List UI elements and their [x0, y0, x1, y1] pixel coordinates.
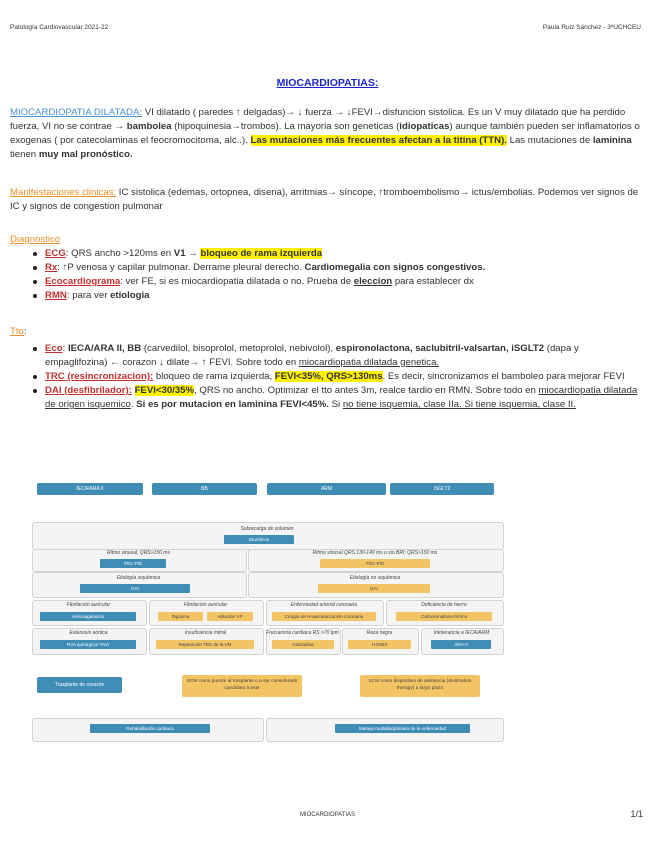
isq-caption: Enfermedad arterial coronaria — [290, 602, 358, 608]
tto-eco-underline: miocardiopatia dilatada genetica. — [298, 357, 440, 368]
top-bar-isglt2: iSGLT2 — [390, 483, 494, 495]
digoxina-button: Digoxina — [158, 612, 203, 621]
header-left: Patología Cardiovascular 2021-22 — [10, 24, 109, 31]
ecg-bold: V1 — [173, 248, 186, 259]
trc-text-2: . Es decir, sincronizamos el bamboleo para mejorar FEVI — [382, 371, 625, 382]
tto-eco-label: Eco — [45, 343, 63, 354]
dilatada-paragraph — [10, 106, 642, 162]
page-number: 1/1 — [630, 809, 643, 819]
dai-button-2: DAI — [318, 584, 430, 593]
ivabradina-button: Ivabradina — [272, 640, 334, 649]
tto-dai-item — [10, 384, 642, 412]
fa2-caption: Fibrilación auricular — [183, 602, 228, 608]
dilatada-bold-3: laminina — [592, 135, 632, 146]
tto-eco-bold-2: espironolactona, saclubitril-valsartan, iSGLT2 — [335, 343, 545, 354]
eco-underline: eleccion — [353, 276, 393, 287]
raza-caption: Raza negra — [366, 630, 393, 636]
tto-section — [10, 325, 642, 412]
hdinis-button: H-DNIS — [348, 640, 411, 649]
intol-caption: Intolerancia a IECA/ARM — [433, 630, 490, 636]
dilatada-bold-4: muy mal pronóstico. — [38, 149, 133, 160]
manifestaciones-text: IC sistolica (edemas, ortopnea, disena), arritmias→ síncope, ↑tromboembolismo→ ictus/embolias. Podemos ver signos de IC y signos de congestion pulmonar — [10, 187, 639, 212]
eco-text-1: : ver FE, si es miocardiopatia dilatada o no. Prueba de — [120, 276, 354, 287]
manifestaciones-paragraph — [10, 186, 642, 214]
rx-label: Rx — [45, 262, 58, 273]
tto-colon: : — [23, 326, 27, 337]
top-bar-arm: ARM — [267, 483, 386, 495]
tavi-button: RVA quirúrgico/ TAVI — [40, 640, 136, 649]
diagnostico-rmn-item — [10, 289, 642, 303]
tto-eco-text-2: (dapa y empaglifozina) ← corazon ↓ dilate→ ↑ FEVI. Sobre todo en — [45, 343, 579, 368]
trc-highlight: FEVI<35%, QRS>130ms — [274, 371, 383, 382]
diagnostico-section — [10, 233, 642, 303]
dai-button-1: DAI — [80, 584, 190, 593]
sobrecarga-caption: Sobrecarga de volumen — [240, 526, 294, 532]
eco-text-2: para establecer dx — [392, 276, 474, 287]
ritmo-caption: Ritmo sinusal; QRS>150 ms — [107, 550, 170, 556]
diagnostico-ecg-item — [10, 247, 642, 261]
ecg-highlight: bloqueo de rama izquierda — [200, 248, 323, 259]
rmn-text: : para ver — [66, 290, 111, 301]
dai-highlight: FEVI<30/35% — [134, 385, 195, 396]
dilatada-text-5: tienen — [10, 149, 39, 160]
fa-caption: Fibrilación auricular — [66, 602, 111, 608]
etiol-noisq-caption: Etiología no isquémica — [349, 575, 401, 581]
tto-label: Tto — [10, 326, 24, 337]
diureticos-button: Diuréticos — [224, 535, 294, 544]
dilatada-label: MIOCARDIOPATIA DILATADA: — [10, 107, 143, 118]
tto-eco-item — [10, 342, 642, 370]
dai-bold: Si es por mutacion en laminina FEVI<45%. — [136, 399, 329, 410]
estenosis-caption: Estenosis aórtica — [69, 630, 108, 636]
page-title: MIOCARDIOPATIAS: — [276, 77, 379, 89]
dai-text-1: , QRS no ancho. Optimizar el tto antes 3m, realce tardio en RMN. Sobre todo en — [194, 385, 539, 396]
ecg-text-1: : QRS ancho >120ms en — [65, 248, 174, 259]
trc-d-button: TRC-P/D — [320, 559, 430, 568]
scm-puente-box: SCM como puente al trasplante o a ser considerado candidato a este — [182, 675, 302, 697]
insuf-caption: Insuficiencia mitral — [184, 630, 227, 636]
diagnostico-rx-item — [10, 261, 642, 275]
carboxi-button: Carboximaltosa férrica — [396, 612, 492, 621]
ecg-label: ECG — [45, 248, 66, 259]
top-bar-bb: BB — [152, 483, 257, 495]
dai-text-3: Si — [328, 399, 343, 410]
dai-text-2: . — [130, 399, 137, 410]
dilatada-text-4: Las mutaciones de — [506, 135, 593, 146]
reparacion-button: Reparación TEE de la VM — [156, 640, 254, 649]
dilatada-text-2: (hipoquinesia→trombos). La mayoria son geneticas ( — [171, 121, 400, 132]
rx-text: : ↑P venosa y capilar pulmonar. Derrame pleural derecho. — [57, 262, 305, 273]
etiol-isq-caption: Etiología isquémica — [116, 575, 161, 581]
tto-trc-item — [10, 370, 642, 384]
trc-text-1: bloqueo de rama izquierda, — [153, 371, 275, 382]
rmn-bold: etiologia — [110, 290, 150, 301]
dilatada-bold-2: idiopaticas — [399, 121, 450, 132]
dai-underline-1: miocardiopatia dilatada de origen isquemico — [45, 385, 638, 410]
ecg-text-2: → — [185, 248, 201, 259]
frec-caption: Frecuencia cardiaca RS >70 lpm — [266, 630, 339, 636]
manejo-button: Manejo multidisciplinario de la enfermedad — [335, 724, 470, 733]
dai-label: DAI (desfibrilador): — [45, 385, 132, 396]
diagnostico-eco-item — [10, 275, 642, 289]
cirugia-button: Cirugía de revascularización coronaria — [272, 612, 376, 621]
ablacion-button: Ablación VP — [207, 612, 253, 621]
scm-dispositivo-box: SCM como dispositivo de asistencia (destination therapy) a largo plazo — [360, 675, 480, 697]
tto-eco-text-1: (carvedilol, bisoprolol, metoprolol, nebivolol), — [141, 343, 336, 354]
footer-title: MIOCARDIOPATIAS — [299, 812, 356, 818]
dilatada-text-3: ) aunque también pueden ser inflamatorios o exogenas ( por catecolaminas el feocromocitoma, alc..). — [10, 121, 640, 146]
trc-label: TRC (resincronizacion): — [45, 371, 154, 382]
dilatada-text-1: VI dilatado ( paredes ↑ delgadas)→ ↓ fuerza → ↓FEVI→disfuncion sistolica. Es un V muy dilatado que ha perdido fuerza, VI no se contrae → — [10, 107, 626, 132]
rehab-button: Rehabilitación cardiaca — [90, 724, 210, 733]
trc-pd-button: TRC-P/D — [100, 559, 166, 568]
diagnostico-label: Diagnostico — [10, 234, 61, 245]
tto-eco-text-0: : — [62, 343, 68, 354]
dai-underline-2: no tiene isquemia, clase IIa. Si tiene isquemia, clase II. — [342, 399, 576, 410]
eco-label: Ecocardiograma — [45, 276, 121, 287]
header-right: Paula Ruiz Sánchez - 3ºUCHCEU — [542, 24, 641, 31]
top-bar-ieca: IECA/ARA II — [37, 483, 143, 495]
rmn-label: RMN — [45, 290, 67, 301]
rx-bold: Cardiomegalia con signos congestivos. — [304, 262, 486, 273]
trasplante-bar: Trasplante de corazón — [37, 677, 122, 693]
dilatada-bold-1: bambolea — [126, 121, 172, 132]
ara-button: ARA-II — [431, 640, 491, 649]
hierro-caption: Deficiencia de hierro — [421, 602, 467, 608]
tto-eco-bold-1: IECA/ARA II, BB — [67, 343, 142, 354]
anticoag-button: Anticoagulación — [40, 612, 136, 621]
qrs-caption: Ritmo sinusal QRS 130-149 ms o sin BRI; QRS>150 ms — [312, 550, 438, 556]
manifestaciones-label: Manifestaciones clinicas: — [10, 187, 117, 198]
dilatada-highlight: Las mutaciones más frecuentes afectan a la titina (TTN). — [250, 135, 507, 146]
